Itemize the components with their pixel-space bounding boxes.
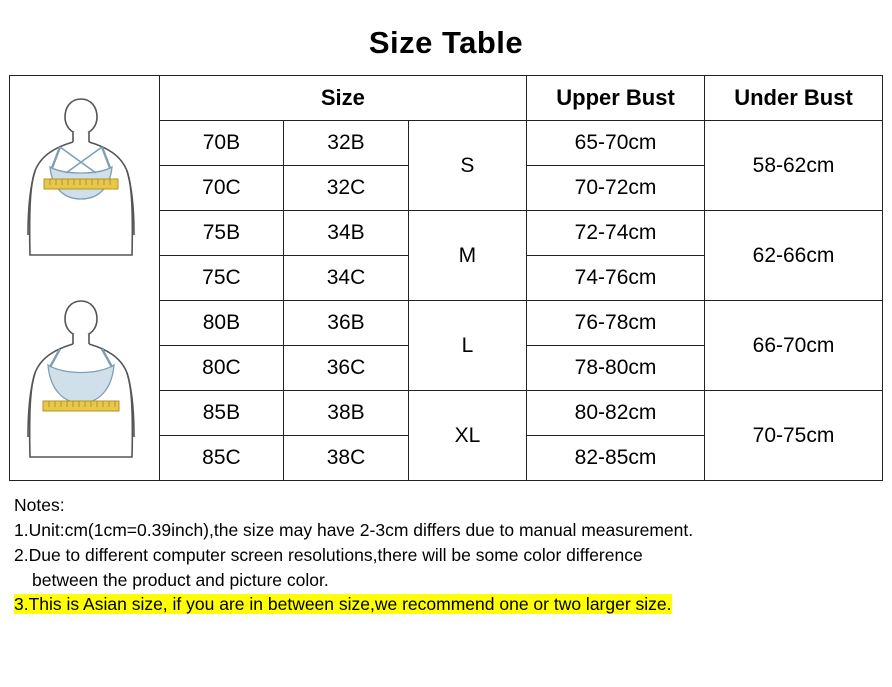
header-under-bust: Under Bust bbox=[705, 76, 883, 121]
cell-asian-size: 75C bbox=[159, 256, 284, 301]
cell-intl-size: 32B bbox=[284, 121, 409, 166]
cell-under-bust: 70-75cm bbox=[705, 391, 883, 481]
cell-upper-bust: 78-80cm bbox=[527, 346, 705, 391]
cell-upper-bust: 70-72cm bbox=[527, 166, 705, 211]
cell-asian-size: 80C bbox=[159, 346, 284, 391]
cell-asian-size: 80B bbox=[159, 301, 284, 346]
cell-asian-size: 85C bbox=[159, 436, 284, 481]
cell-intl-size: 34B bbox=[284, 211, 409, 256]
cell-asian-size: 75B bbox=[159, 211, 284, 256]
cell-intl-size: 36B bbox=[284, 301, 409, 346]
header-upper-bust: Upper Bust bbox=[527, 76, 705, 121]
cell-asian-size: 85B bbox=[159, 391, 284, 436]
bra-upper-bust-measurement-icon bbox=[16, 95, 146, 260]
cell-intl-size: 34C bbox=[284, 256, 409, 301]
cell-size-label: S bbox=[408, 121, 526, 211]
cell-under-bust: 58-62cm bbox=[705, 121, 883, 211]
cell-upper-bust: 80-82cm bbox=[527, 391, 705, 436]
cell-upper-bust: 76-78cm bbox=[527, 301, 705, 346]
header-size: Size bbox=[159, 76, 526, 121]
cell-intl-size: 32C bbox=[284, 166, 409, 211]
note-1: 1.Unit:cm(1cm=0.39inch),the size may have 2-3cm differs due to manual measurement. bbox=[14, 519, 694, 540]
cell-upper-bust: 82-85cm bbox=[527, 436, 705, 481]
cell-under-bust: 66-70cm bbox=[705, 301, 883, 391]
figure-cell bbox=[10, 76, 160, 481]
cell-intl-size: 38B bbox=[284, 391, 409, 436]
note-2: 2.Due to different computer screen resolutions,there will be some color difference bbox=[14, 544, 643, 565]
page-title: Size Table bbox=[368, 25, 524, 60]
notes-section bbox=[14, 493, 878, 617]
bra-under-bust-measurement-icon bbox=[16, 297, 146, 462]
cell-size-label: L bbox=[408, 301, 526, 391]
note-2-cont: between the product and picture color. bbox=[32, 569, 329, 590]
note-3-wrap bbox=[14, 592, 878, 617]
notes-heading: Notes: bbox=[14, 495, 65, 515]
cell-asian-size: 70B bbox=[159, 121, 284, 166]
size-table bbox=[9, 75, 883, 481]
cell-upper-bust: 72-74cm bbox=[527, 211, 705, 256]
cell-size-label: XL bbox=[408, 391, 526, 481]
cell-under-bust: 62-66cm bbox=[705, 211, 883, 301]
table-header-row bbox=[10, 76, 883, 121]
figure-wrap bbox=[10, 76, 151, 480]
cell-size-label: M bbox=[408, 211, 526, 301]
cell-upper-bust: 74-76cm bbox=[527, 256, 705, 301]
cell-upper-bust: 65-70cm bbox=[527, 121, 705, 166]
cell-intl-size: 38C bbox=[284, 436, 409, 481]
cell-intl-size: 36C bbox=[284, 346, 409, 391]
note-3: 3.This is Asian size, if you are in between size,we recommend one or two larger size. bbox=[14, 594, 672, 615]
cell-asian-size: 70C bbox=[159, 166, 284, 211]
